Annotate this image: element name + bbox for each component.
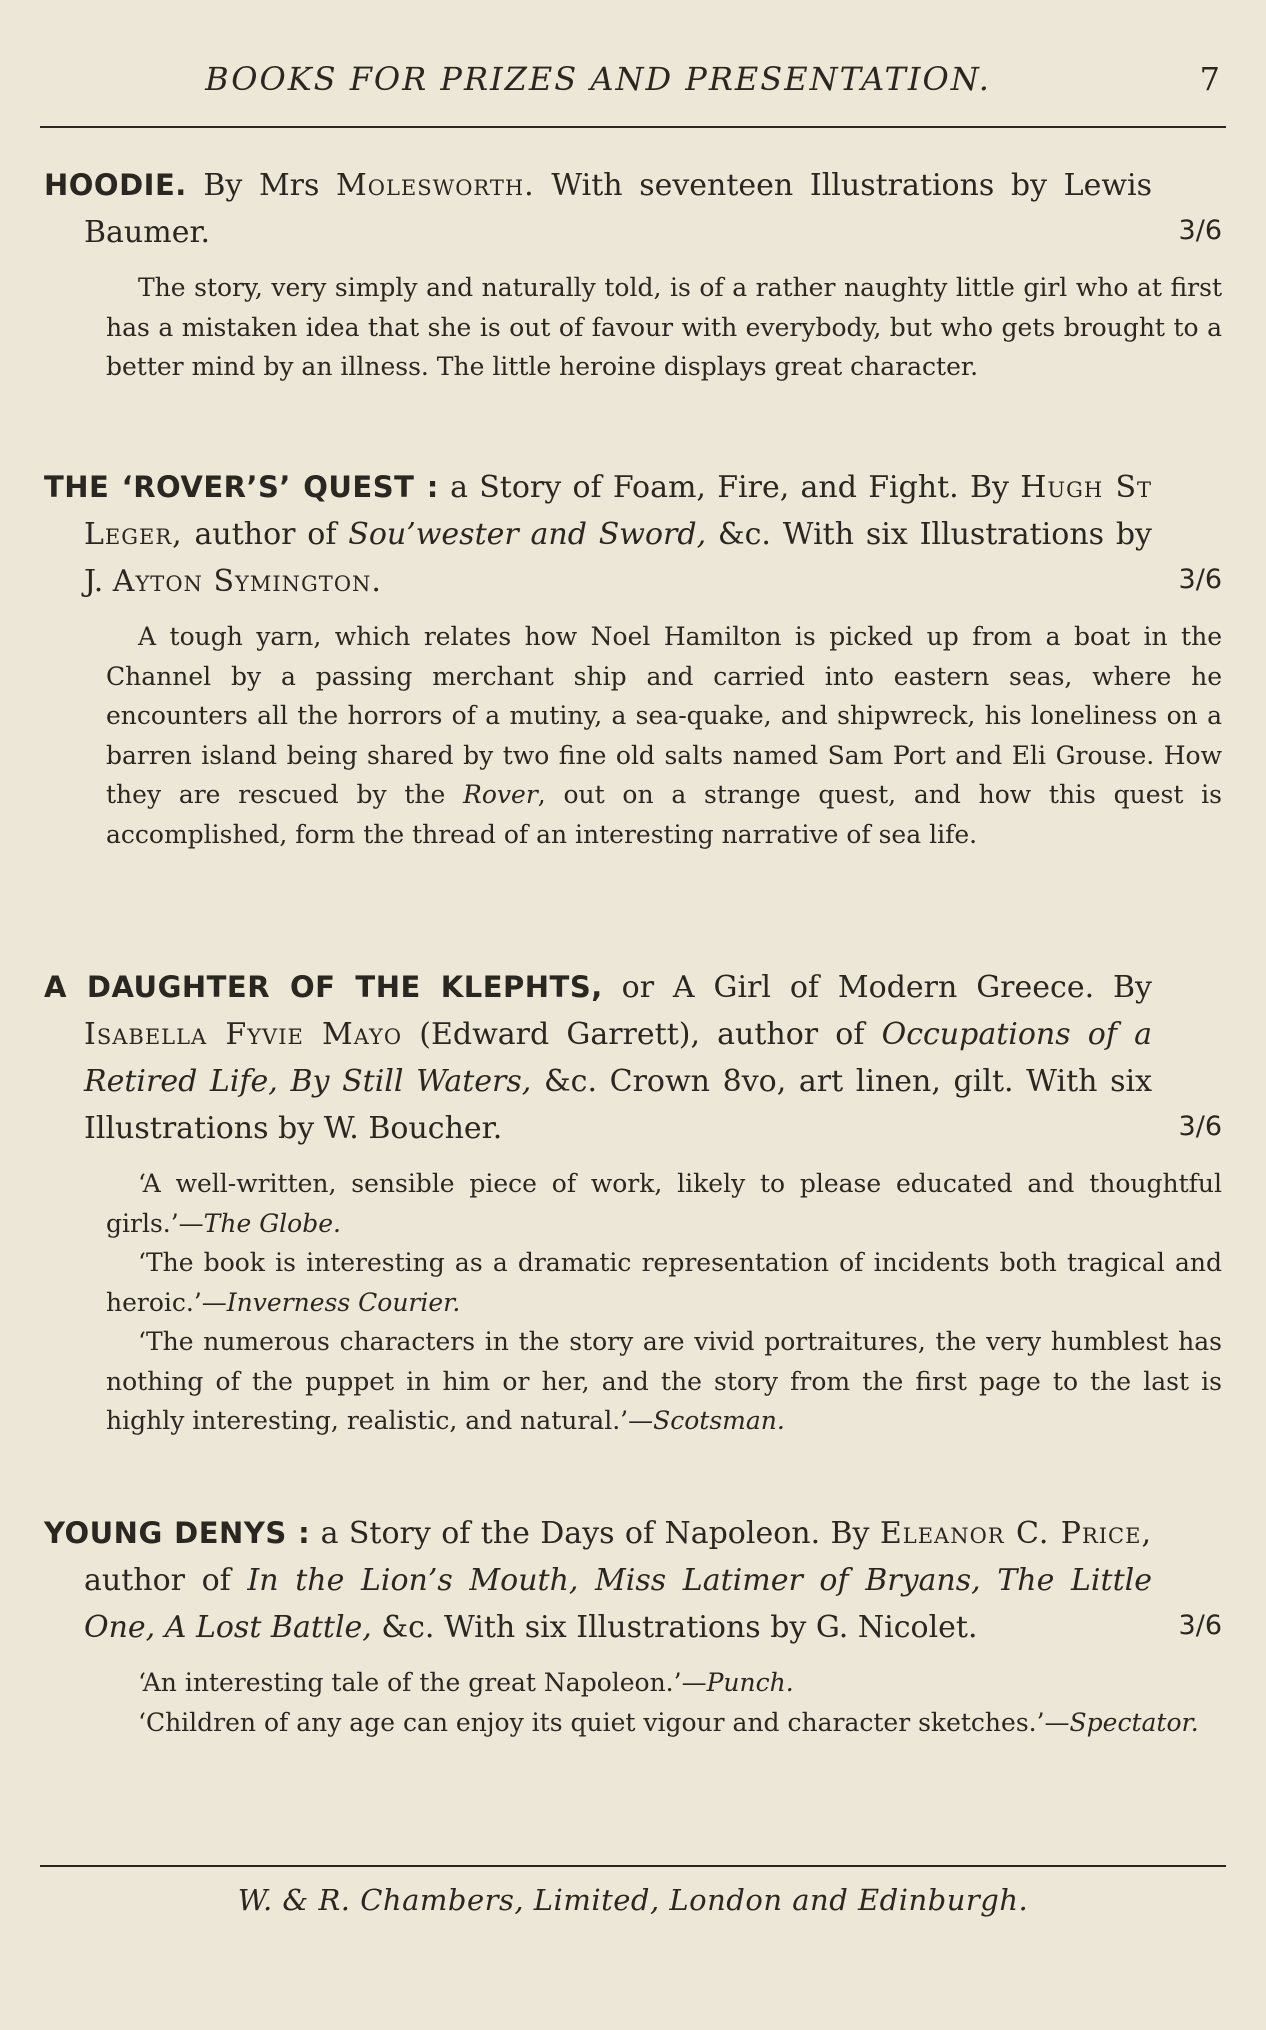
page-number: 7 bbox=[1199, 60, 1220, 98]
review-quote: ‘An interesting tale of the great Napoleon.’—Punch. bbox=[138, 1668, 794, 1697]
header-rule bbox=[40, 126, 1226, 128]
publisher-imprint: W. & R. Chambers, Limited, London and Edinburgh. bbox=[237, 1883, 1029, 1917]
review-source: Spectator. bbox=[1069, 1707, 1199, 1737]
book-description: The story, very simply and naturally told, is of a rather naughty little girl who at first has a mistaken idea that she is out of favour with everybody, but who gets brought to a better mind by an illness. The little heroine displays great character. bbox=[106, 273, 1222, 381]
book-title: A DAUGHTER OF THE KLEPHTS, bbox=[44, 970, 603, 1004]
other-work-titles: In the Lion’s Mouth, Miss Latimer of Bryans, The Little One, A Lost Battle, bbox=[84, 1563, 1152, 1645]
review-quote: ‘Children of any age can enjoy its quiet vigour and character sketches.’—Spectator. bbox=[138, 1707, 1199, 1737]
author-name: Hugh St Leger, bbox=[84, 470, 1152, 552]
other-work-title: Occupations of a Retired Life, bbox=[84, 1017, 1153, 1099]
review-source: Scotsman. bbox=[653, 1406, 785, 1435]
review-source: Punch. bbox=[706, 1668, 794, 1697]
review-source: The Globe. bbox=[203, 1208, 341, 1238]
footer-rule bbox=[40, 1865, 1226, 1867]
entry-heading: YOUNG DENYS : a Story of the Days of Napoleon. By Eleanor C. Price, author of In the Lion’s Mouth, Miss Latimer of Bryans, The Little One, A Lost Battle, &c. With six Illustrations by G. Nicolet. 3/6 bbox=[44, 1510, 1222, 1651]
other-work-title: By Still Waters, bbox=[277, 1064, 532, 1099]
entry-heading: HOODIE. By Mrs Molesworth. With seventeen Illustrations by Lewis Baumer. 3/6 bbox=[44, 162, 1222, 256]
author-name: Isabella Fyvie Mayo bbox=[84, 1017, 403, 1052]
author-name: Molesworth. bbox=[336, 168, 535, 203]
entry-young-denys bbox=[44, 1510, 1222, 1742]
other-work-title: Sou’wester and Sword, bbox=[348, 517, 707, 552]
review-quote: ‘The numerous characters in the story are vivid portraitures, the very humblest has nothing of the puppet in him or her, and the story from the first page to the last is highly interesting, realistic, and natural.’—Scotsman. bbox=[106, 1327, 1222, 1435]
author-name: Eleanor C. Price, bbox=[879, 1516, 1152, 1551]
review-quote: ‘The book is interesting as a dramatic representation of incidents both tragical and heroic.’—Inverness Courier. bbox=[106, 1248, 1222, 1317]
entry-hoodie bbox=[44, 162, 1222, 387]
price: 3/6 bbox=[1178, 1610, 1222, 1641]
entry-heading: THE ‘ROVER’S’ QUEST : a Story of Foam, Fire, and Fight. By Hugh St Leger, author of Sou’wester and Sword, &c. With six Illustrations by J. Ayton Symington. 3/6 bbox=[44, 464, 1222, 605]
entry-daughter-of-the-klephts bbox=[44, 964, 1222, 1441]
book-title: THE ‘ROVER’S’ QUEST : bbox=[44, 470, 439, 504]
price: 3/6 bbox=[1178, 215, 1222, 246]
illustrator-name: Ayton Symington. bbox=[112, 564, 382, 599]
review-source: Inverness Courier. bbox=[226, 1287, 461, 1317]
book-title: YOUNG DENYS : bbox=[44, 1516, 311, 1550]
price: 3/6 bbox=[1178, 1111, 1222, 1142]
price: 3/6 bbox=[1178, 564, 1222, 595]
running-head bbox=[40, 60, 1226, 110]
running-title: BOOKS FOR PRIZES AND PRESENTATION. bbox=[205, 60, 991, 98]
entry-rovers-quest bbox=[44, 464, 1222, 854]
book-title: HOODIE. bbox=[44, 168, 187, 202]
entry-heading: A DAUGHTER OF THE KLEPHTS, or A Girl of Modern Greece. By Isabella Fyvie Mayo (Edward Garrett), author of Occupations of a Retired Life, By Still Waters, &c. Crown 8vo, art linen, gilt. With six Illustrations by W. Boucher. 3/6 bbox=[44, 964, 1222, 1152]
book-description: A tough yarn, which relates how Noel Hamilton is picked up from a boat in the Channel by a passing merchant ship and carried into eastern seas, where he encounters all the horrors of a mutiny, a sea-quake, and shipwreck, his loneliness on a barren island being shared by two fine old salts named Sam Port and Eli Grouse. How they are rescued by the Rover, out on a strange quest, and how this quest is accomplished, form the thread of an interesting narrative of sea life. bbox=[106, 622, 1222, 849]
review-quote: ‘A well-written, sensible piece of work, likely to please educated and thoughtful girls.’—The Globe. bbox=[106, 1169, 1222, 1238]
